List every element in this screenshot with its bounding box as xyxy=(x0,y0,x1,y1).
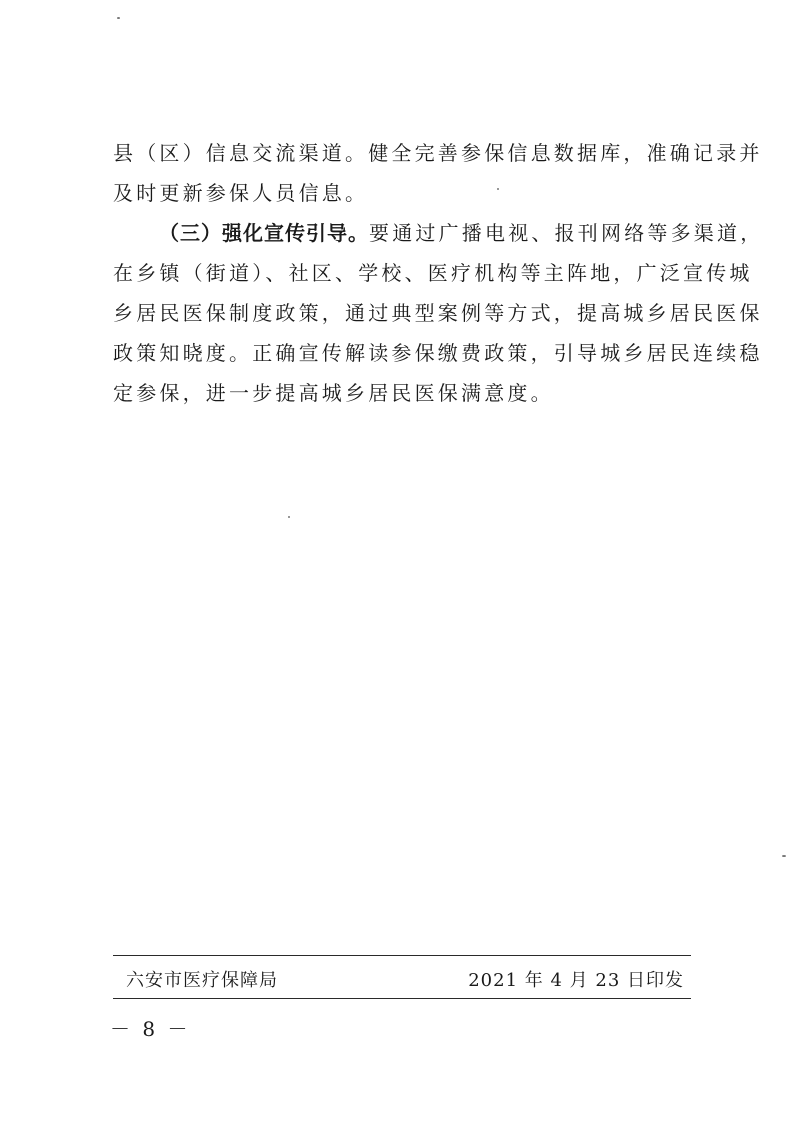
paragraph-1-line-1: 县（区）信息交流渠道。健全完善参保信息数据库，准确记录并 xyxy=(113,141,763,165)
paragraph-2-line-4: 政策知晓度。正确宣传解读参保缴费政策，引导城乡居民连续稳 xyxy=(113,341,763,365)
scan-speck xyxy=(497,188,499,190)
body-text xyxy=(113,133,764,413)
paragraph-2-line-1 xyxy=(113,213,764,253)
paragraph-2-line-2: 在乡镇（街道）、社区、学校、医疗机构等主阵地，广泛宣传城 xyxy=(113,261,753,285)
footer-bottom-rule xyxy=(113,998,691,999)
paragraph-1-line-2: 及时更新参保人员信息。 xyxy=(113,181,369,205)
page-number: － 8 － xyxy=(110,1017,191,1041)
issue-date: 2021 年 4 月 23 日印发 xyxy=(468,970,684,991)
issuer-name: 六安市医疗保障局 xyxy=(126,970,278,991)
paragraph-2-line-5: 定参保，进一步提高城乡居民医保满意度。 xyxy=(113,381,554,405)
scan-speck xyxy=(288,516,290,518)
paragraph-2-line-3: 乡居民医保制度政策，通过典型案例等方式，提高城乡居民医保 xyxy=(113,301,763,325)
paragraph-2-line-1-text: 要通过广播电视、报刊网络等多渠道， xyxy=(369,221,764,245)
scan-speck xyxy=(117,17,120,19)
footer-top-rule xyxy=(113,955,691,956)
footer-row xyxy=(126,964,684,994)
scan-speck xyxy=(782,855,786,857)
section-heading: （三）强化宣传引导。 xyxy=(159,221,369,245)
